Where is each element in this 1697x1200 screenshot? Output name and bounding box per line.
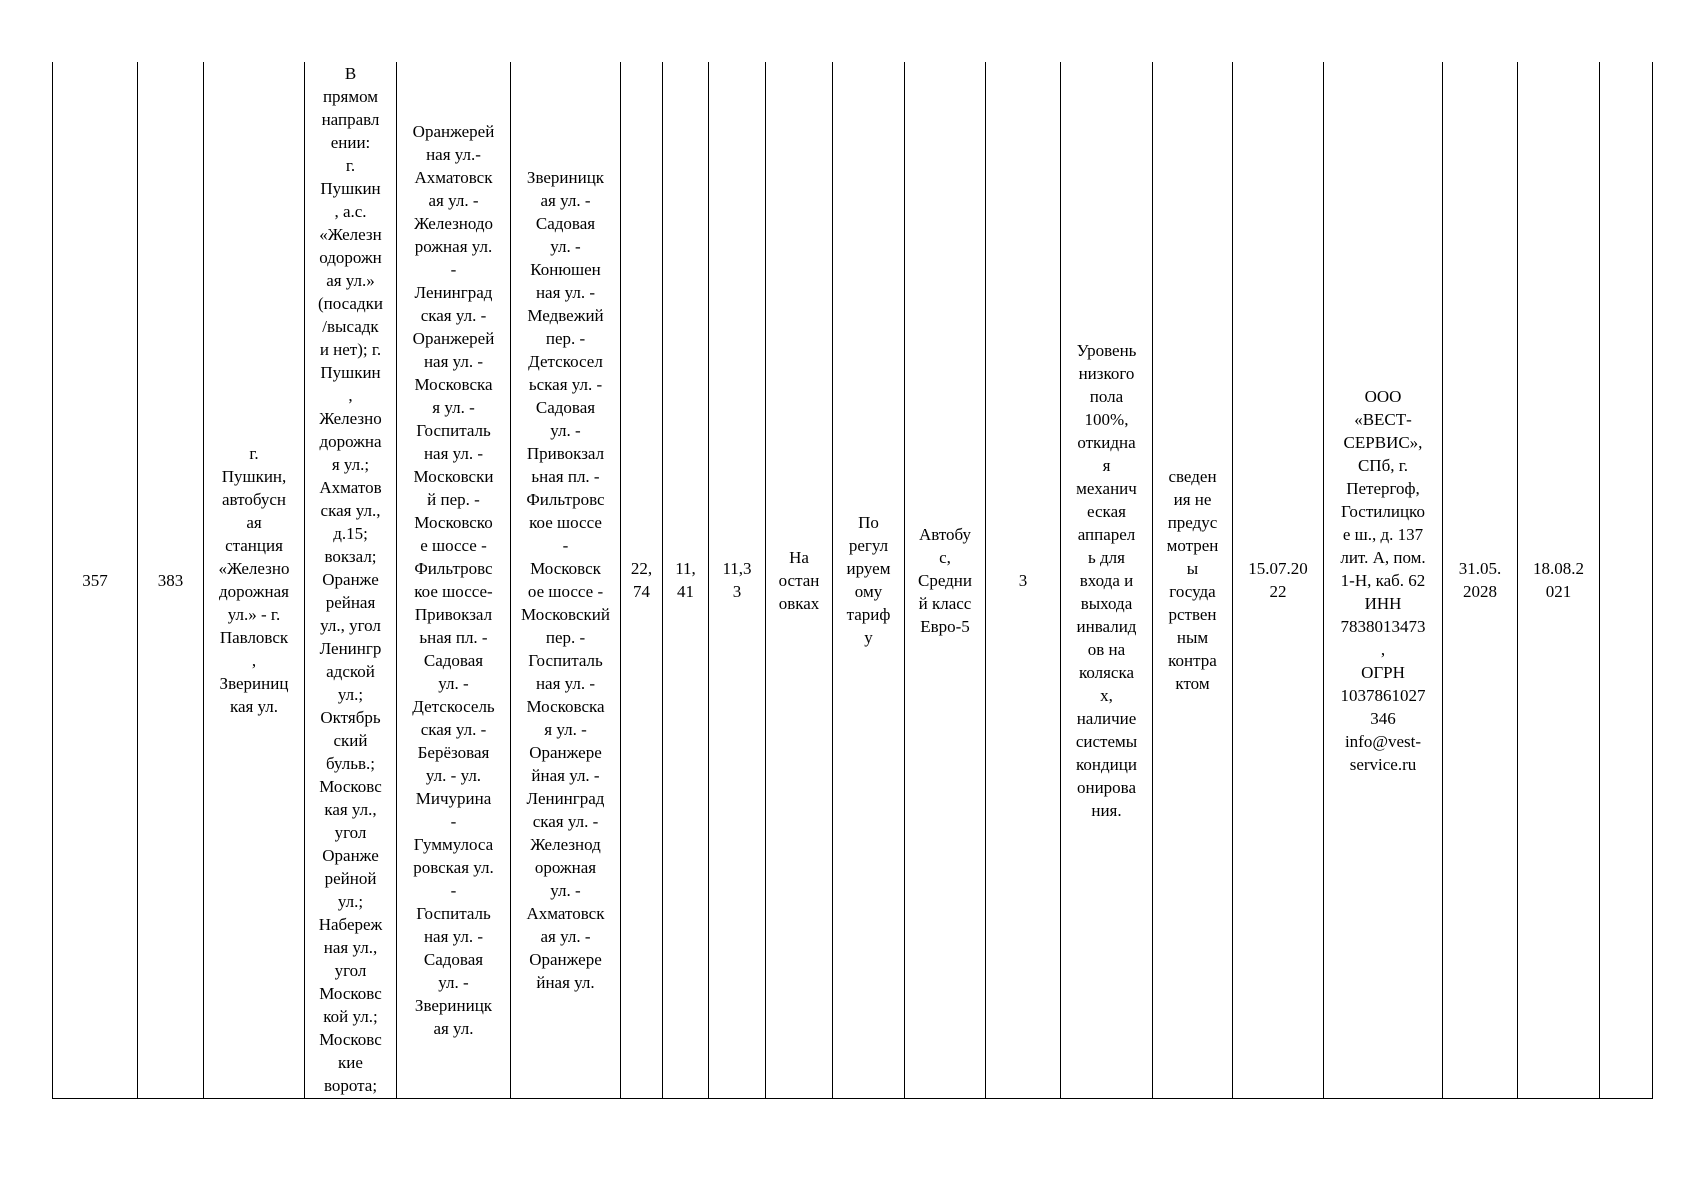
cell-vehicle-count: 3 bbox=[986, 62, 1061, 1099]
cell-boarding-order: На остан овках bbox=[766, 62, 833, 1099]
table-row bbox=[53, 62, 1653, 1099]
stops-list-text: В прямом направл ении: г. Пушкин , а.с. «Железн одорожн ая ул.» (посадки /высадк и нет); г. Пушкин , Железно дорожна я ул.; Ахматов ская ул., д.15; вокзал; Оранже рейная ул., угол Ленингр адской ул.; Октябрь ский бульв.; Московс кая ул., угол Оранже рейной ул.; Набереж ная ул., угол Московс кой ул.; Московс кие ворота; bbox=[318, 64, 383, 1095]
cell-length-reverse: 11,3 3 bbox=[709, 62, 766, 1099]
cell-start-date: 15.07.20 22 bbox=[1233, 62, 1324, 1099]
cell-tariff-type: По регул ируем ому тариф у bbox=[833, 62, 905, 1099]
cell-seq-number: 357 bbox=[53, 62, 138, 1099]
cell-length-forward: 11, 41 bbox=[663, 62, 709, 1099]
cell-extra bbox=[1600, 62, 1653, 1099]
route-registry-table bbox=[52, 62, 1653, 1099]
cell-streets-reverse: Звериницк ая ул. - Садовая ул. - Конюшен ная ул. - Медвежий пер. - Детскосел ьская ул. - Садовая ул. - Привокзал ьная пл. - Фильтровс кое шоссе - Московск ое шоссе - Московский пер. - Госпиталь ная ул. - Московска я ул. - Оранжере йная ул. - Ленинград ская ул. - Железнод орожная ул. - Ахматовск ая ул. - Оранжере йная ул. bbox=[511, 62, 621, 1099]
cell-stops-list bbox=[305, 62, 397, 1099]
cell-length-total: 22, 74 bbox=[621, 62, 663, 1099]
cell-route-number: 383 bbox=[138, 62, 204, 1099]
cell-end-date: 31.05. 2028 bbox=[1443, 62, 1518, 1099]
cell-vehicle-type: Автобу с, Средни й класс Евро-5 bbox=[905, 62, 986, 1099]
cell-streets-forward: Оранжерей ная ул.- Ахматовск ая ул. - Железнодо рожная ул. - Ленинград ская ул. - Оранжерей ная ул. - Московска я ул. - Госпиталь ная ул. - Московски й пер. - Московско е шоссе - Фильтровс кое шоссе- Привокзал ьная пл. - Садовая ул. - Детскосель ская ул. - Берёзовая ул. - ул. Мичурина - Гуммулоса ровская ул. - Госпиталь ная ул. - Садовая ул. - Звериницк ая ул. bbox=[397, 62, 511, 1099]
cell-vehicle-features: Уровень низкого пола 100%, откидна я механич еская аппарел ь для входа и выхода инвалид ов на коляска х, наличие системы кондици онирова ния. bbox=[1061, 62, 1153, 1099]
cell-carrier-info: ООО «ВЕСТ- СЕРВИС», СПб, г. Петергоф, Гостилицко е ш., д. 137 лит. А, пом. 1-Н, каб. 62 ИНН 7838013473 , ОГРН 1037861027 346 info@vest- service.ru bbox=[1324, 62, 1443, 1099]
cell-registry-date: 18.08.2 021 bbox=[1518, 62, 1600, 1099]
cell-contract-info: сведен ия не предус мотрен ы госуда рствен ным контра ктом bbox=[1153, 62, 1233, 1099]
cell-route-name: г. Пушкин, автобусн ая станция «Железно дорожная ул.» - г. Павловск , Звериниц кая ул. bbox=[204, 62, 305, 1099]
